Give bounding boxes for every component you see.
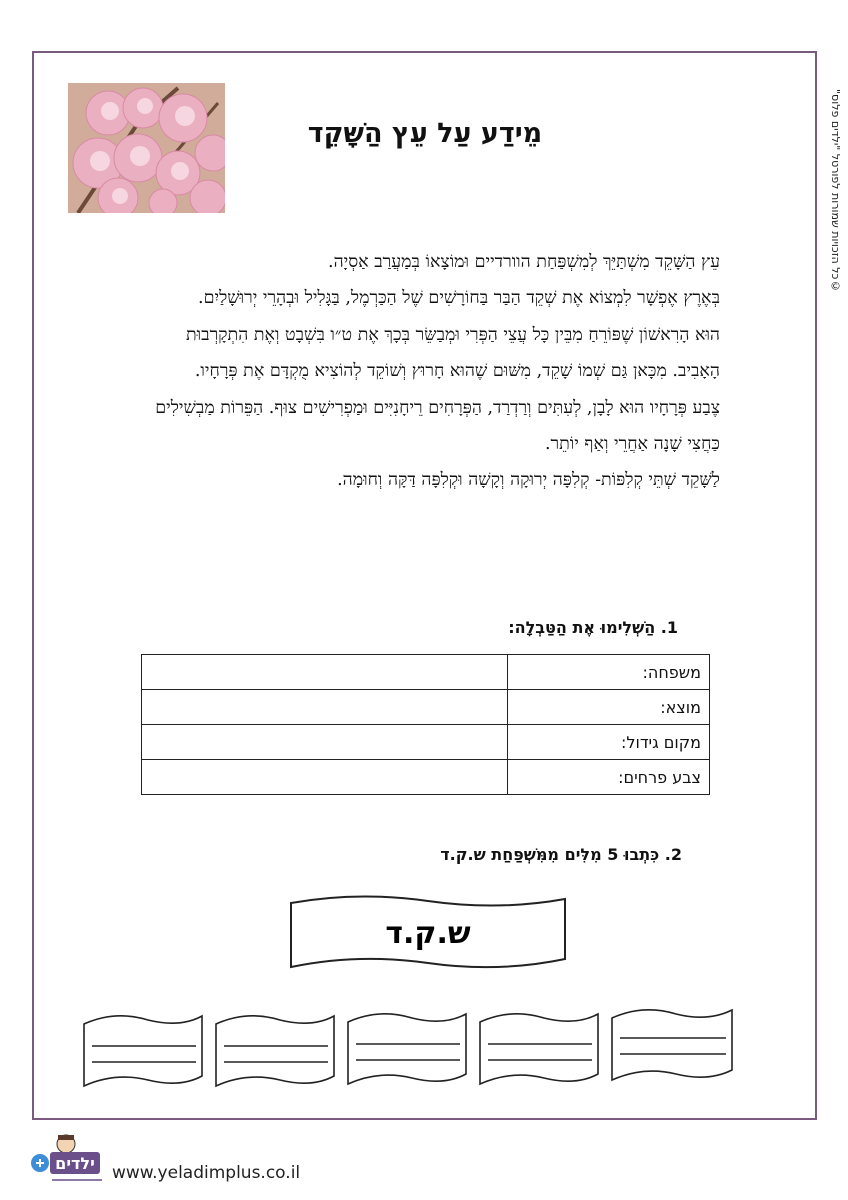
row-label: צבע פרחים: <box>508 760 710 795</box>
banner-text: ש.ק.ד <box>385 916 471 951</box>
paragraph: הוּא הָרִאשׁוֹן שֶׁפּוֹרֵחַ מִבֵּין כָּל עֲצֵי הַפְּרִי וּמְבַשֵּׂר בְּכָךְ אֶת ט״ו בִּשְׁבָט וְאֶת הִתְקָרְבוּת הָאָבִיב. מִכָּאן גַּם שְׁמוֹ שָׁקֵד, מִשּׁוּם שֶׁהוּא חָרוּץ וְשׁוֹקֵד לְהוֹצִיא מֻקְדָּם אֶת פְּרָחָיו. <box>185 324 720 382</box>
almond-blossom-photo <box>68 83 225 213</box>
paragraph: לַשָּׁקֵד שְׁתֵּי קְלִפּוֹת- קְלִפָּה יְרוּקָה וְקָשָׁה וּקְלִפָּה דַּקָּה וְחוּמָה. <box>337 470 720 491</box>
answer-scrolls <box>80 1006 745 1096</box>
answer-cell[interactable] <box>142 760 508 795</box>
row-label: מוצא: <box>508 690 710 725</box>
paragraph: עֵץ הַשָּׁקֵד מִשְׁתַּיֵּךְ לְמִשְׁפַּחַת הוורדיים וּמוֹצָאוֹ בְּמַעֲרַב אַסְיָה. <box>328 252 720 272</box>
answer-scroll[interactable] <box>84 1016 202 1086</box>
table-row <box>142 690 710 725</box>
question-1: 1. הַשְׁלִימוּ אֶת הַטַּבְלָה: <box>508 618 678 637</box>
row-label: משפחה: <box>508 655 710 690</box>
answer-scroll[interactable] <box>612 1010 732 1080</box>
page-title: מֵידַע עַל עֵץ הַשָּׁקֵד <box>307 118 543 149</box>
paragraph: צֶבַע פְּרָחָיו הוּא לָבָן, לְעִתִּים וְרַדְרַד, הַפְּרָחִים רֵיחָנִיִּים וּמַפְרִישִׁים צוּף. הַפֵּרוֹת מַבְשִׁילִים כַּחֲצִי שָׁנָה אַחֲרֵי וְאַף יוֹתֵר. <box>155 397 720 455</box>
paragraph: בְּאֶרֶץ אֶפְשָׁר לִמְצוֹא אֶת שְׁקֵד הַבַּר בַּחוֹרָשִׁים שֶׁל הַכַּרְמֶל, בַּגָּלִיל וּבְהָרֵי יְרוּשָׁלַיִם. <box>198 288 720 309</box>
footer-url[interactable]: www.yeladimplus.co.il <box>112 1163 301 1183</box>
answer-cell[interactable] <box>142 655 508 690</box>
answer-cell[interactable] <box>142 690 508 725</box>
answer-scroll[interactable] <box>480 1014 598 1084</box>
yeladim-plus-logo <box>28 1132 108 1188</box>
table-row <box>142 725 710 760</box>
question-2: 2. כִּתְבוּ 5 מִלִּים מִמִּשְׁפַּחַת ש.ק.ד <box>440 845 682 864</box>
answer-cell[interactable] <box>142 725 508 760</box>
answer-scroll[interactable] <box>348 1014 466 1084</box>
root-letters-banner <box>288 893 568 973</box>
copyright-notice: ©כל הזכויות שמורות לפורטל "ילדים פלוס" <box>829 88 842 292</box>
table-row <box>142 655 710 690</box>
table-row <box>142 760 710 795</box>
article-body <box>150 244 720 499</box>
svg-text:ילדים: ילדים <box>55 1154 95 1173</box>
fill-in-table <box>141 654 710 795</box>
row-label: מקום גידול: <box>508 725 710 760</box>
answer-scroll[interactable] <box>216 1016 334 1086</box>
